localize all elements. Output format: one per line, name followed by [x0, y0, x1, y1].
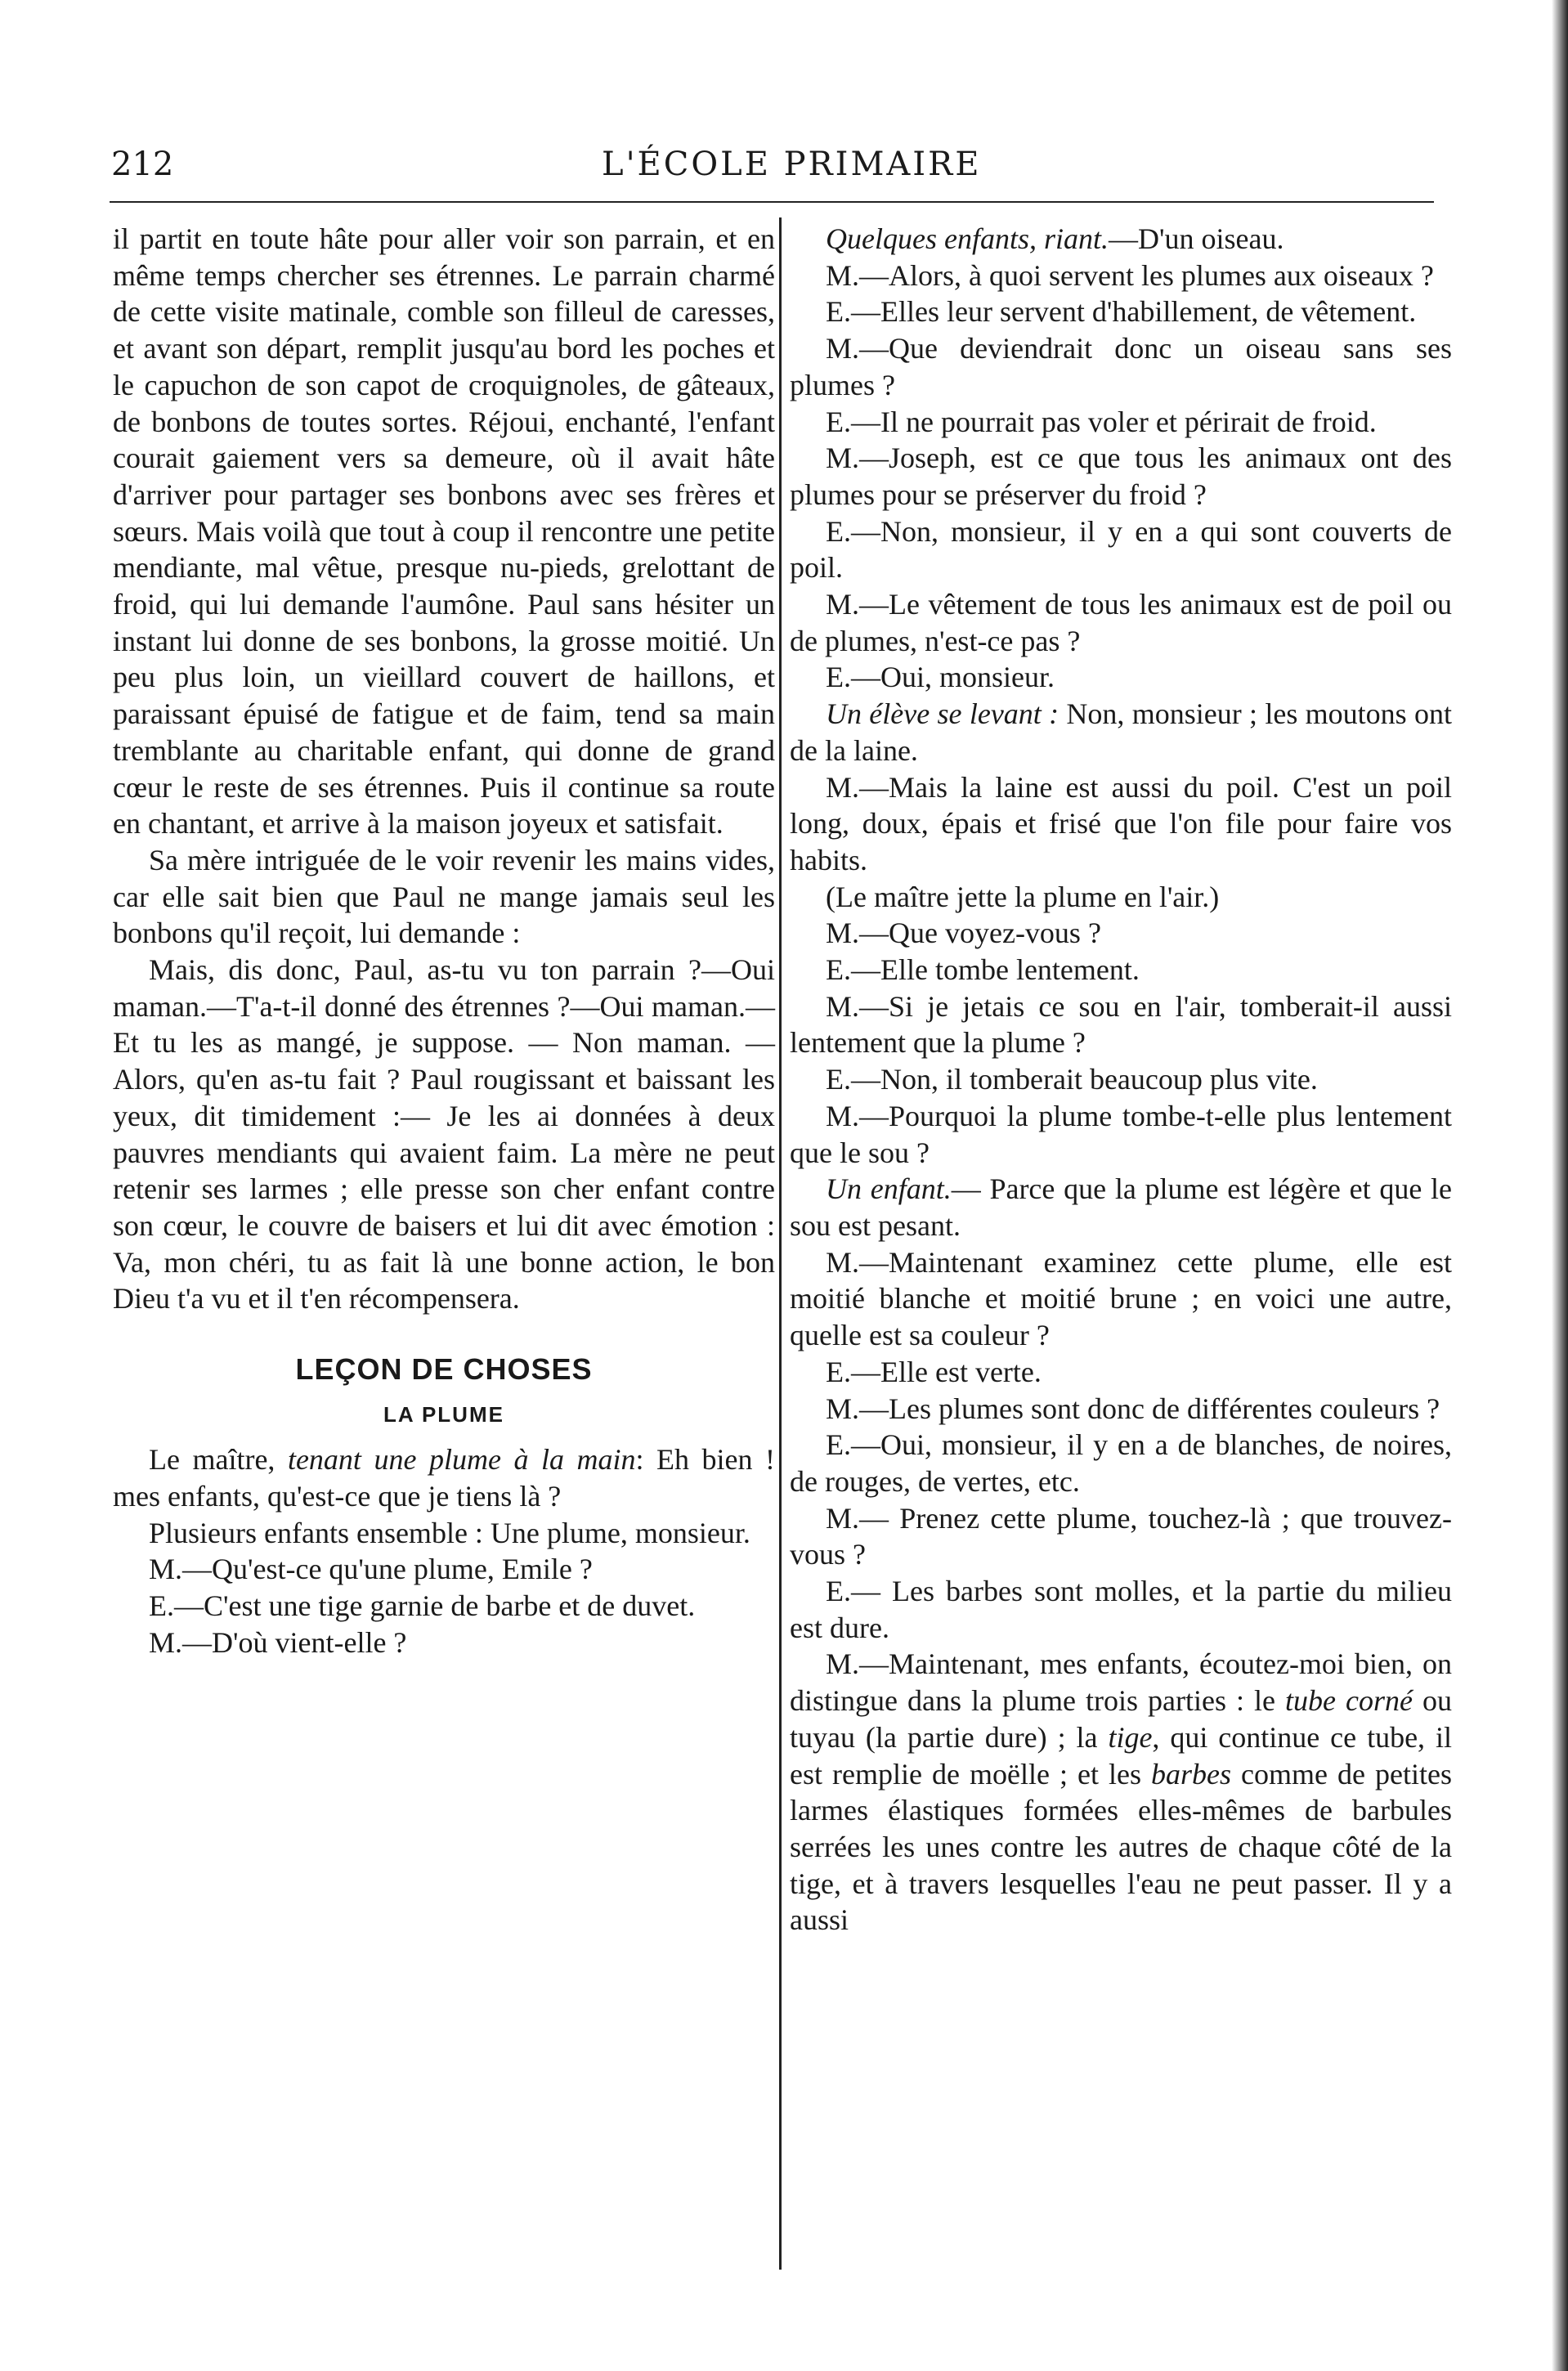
dialogue-line: M.—Si je jetais ce sou en l'air, tomberait-il aussi lentement que la plume ?: [790, 989, 1452, 1060]
dialogue-line: Un élève se levant : Non, monsieur ; les moutons ont de la laine.: [790, 697, 1452, 767]
dialogue-line: Quelques enfants, riant.—D'un oiseau.: [826, 222, 1284, 255]
left-column: [113, 221, 775, 1661]
running-title: L'ÉCOLE PRIMAIRE: [602, 146, 982, 183]
dialogue-line: M.—Maintenant, mes enfants, écoutez-moi bien, on distingue dans la plume trois parties : le tube corné ou tuyau (la partie dure) ; la tige, qui continue ce tube, il est remplie de moëlle ; et les barbes comme de petites larmes élastiques formées elles-mêmes de barbules serrées les unes contre les autres de chaque côté de la tige, et à travers lesquelles l'eau ne peut passer. Il y a aussi: [790, 1647, 1452, 1937]
section-title: LEÇON DE CHOSES: [295, 1352, 593, 1387]
dialogue-line: Un enfant.— Parce que la plume est légère et que le sou est pesant.: [790, 1172, 1452, 1242]
dialogue-line: E.—Elle tombe lentement.: [826, 953, 1140, 987]
right-column: [790, 221, 1452, 1938]
stage-direction: (Le maître jette la plume en l'air.): [826, 880, 1220, 913]
dialogue-line: E.—Elle est verte.: [826, 1355, 1042, 1388]
dialogue-line: M.—Que voyez-vous ?: [826, 917, 1101, 950]
dialogue-line: M.—Le vêtement de tous les animaux est de poil ou de plumes, n'est-ce pas ?: [790, 588, 1452, 657]
story-paragraph: Mais, dis donc, Paul, as-tu vu ton parrain ?—Oui maman.—T'a-t-il donné des étrennes ?—Oui maman.—Et tu les as mangé, je suppose. — Non maman. — Alors, qu'en as-tu fait ? Paul rougissant et baissant les yeux, dit timidement :— Je les ai données à deux pauvres mendiants qui avaient faim. La mère ne peut retenir ses larmes ; elle presse son cher enfant contre son cœur, le couvre de baisers et lui dit avec émotion : Va, mon chéri, tu as fait là une bonne action, le bon Dieu t'a vu et il t'en récompensera.: [113, 953, 775, 1315]
dialogue-line: E.—Oui, monsieur.: [826, 661, 1055, 694]
dialogue-line: M.—Les plumes sont donc de différentes couleurs ?: [826, 1392, 1440, 1425]
dialogue-line: M.—Alors, à quoi servent les plumes aux oiseaux ?: [826, 258, 1434, 292]
dialogue-line: M.— Prenez cette plume, touchez-là ; que trouvez-vous ?: [790, 1501, 1452, 1571]
dialogue-line: M.—Mais la laine est aussi du poil. C'est un poil long, doux, épais et frisé que l'on file pour faire vos habits.: [790, 770, 1452, 876]
dialogue-line: M.—Qu'est-ce qu'une plume, Emile ?: [149, 1553, 593, 1586]
dialogue-line: E.—C'est une tige garnie de barbe et de duvet.: [149, 1589, 696, 1622]
dialogue-line: E.—Oui, monsieur, il y en a de blanches, de noires, de rouges, de vertes, etc.: [790, 1428, 1452, 1498]
dialogue-line: M.—Joseph, est ce que tous les animaux ont des plumes pour se préserver du froid ?: [790, 441, 1452, 511]
dialogue-line: E.—Non, il tomberait beaucoup plus vite.: [826, 1063, 1318, 1096]
page-header: [111, 146, 1436, 195]
page-edge-shadow: [1552, 0, 1568, 2371]
lesson-subtitle: LA PLUME: [383, 1402, 504, 1428]
dialogue-line: E.—Non, monsieur, il y en a qui sont couverts de poil.: [790, 514, 1452, 585]
dialogue-line: Le maître, tenant une plume à la main: Eh bien ! mes enfants, qu'est-ce que je tiens là ?: [113, 1443, 775, 1513]
page-number: 212: [111, 146, 174, 183]
dialogue-line: M.—Maintenant examinez cette plume, elle est moitié blanche et moitié brune ; en voici une autre, quelle est sa couleur ?: [790, 1245, 1452, 1352]
story-paragraph: Sa mère intriguée de le voir revenir les mains vides, car elle sait bien que Paul ne mange jamais seul les bonbons qu'il reçoit, lui demande :: [113, 843, 775, 950]
dialogue-line: E.—Il ne pourrait pas voler et périrait de froid.: [826, 405, 1377, 438]
dialogue-line: E.— Les barbes sont molles, et la partie du milieu est dure.: [790, 1575, 1452, 1644]
dialogue-line: M.—Que deviendrait donc un oiseau sans ses plumes ?: [790, 332, 1452, 401]
dialogue-line: Plusieurs enfants ensemble : Une plume, monsieur.: [149, 1516, 750, 1549]
column-divider: [779, 217, 782, 2270]
header-rule: [110, 201, 1434, 203]
dialogue-line: E.—Elles leur servent d'habillement, de vêtement.: [826, 295, 1417, 329]
dialogue-line: M.—Pourquoi la plume tombe-t-elle plus lentement que le sou ?: [790, 1099, 1452, 1169]
dialogue-line: M.—D'où vient-elle ?: [149, 1625, 407, 1659]
story-paragraph: il partit en toute hâte pour aller voir son parrain, et en même temps chercher ses étrennes. Le parrain charmé de cette visite matinale, comble son filleul de caresses, et avant son départ, remplit jusqu'au bord les poches et le capuchon de son capot de croquignoles, de gâteaux, de bonbons de toutes sortes. Réjoui, enchanté, l'enfant courait gaiement vers sa demeure, où il avait hâte d'arriver pour partager ses bonbons avec ses frères et sœurs. Mais voilà que tout à coup il rencontre une petite mendiante, mal vêtue, presque nu-pieds, grelottant de froid, qui lui demande l'aumône. Paul sans hésiter un instant lui donne de ses bonbons, la grosse moitié. Un peu plus loin, un vieillard couvert de haillons, et paraissant épuisé de fatigue et de faim, tend sa main tremblante au charitable enfant, qui donne de grand cœur le reste de ses étrennes. Puis il continue sa route en chantant, et arrive à la maison joyeux et satisfait.: [113, 222, 775, 840]
